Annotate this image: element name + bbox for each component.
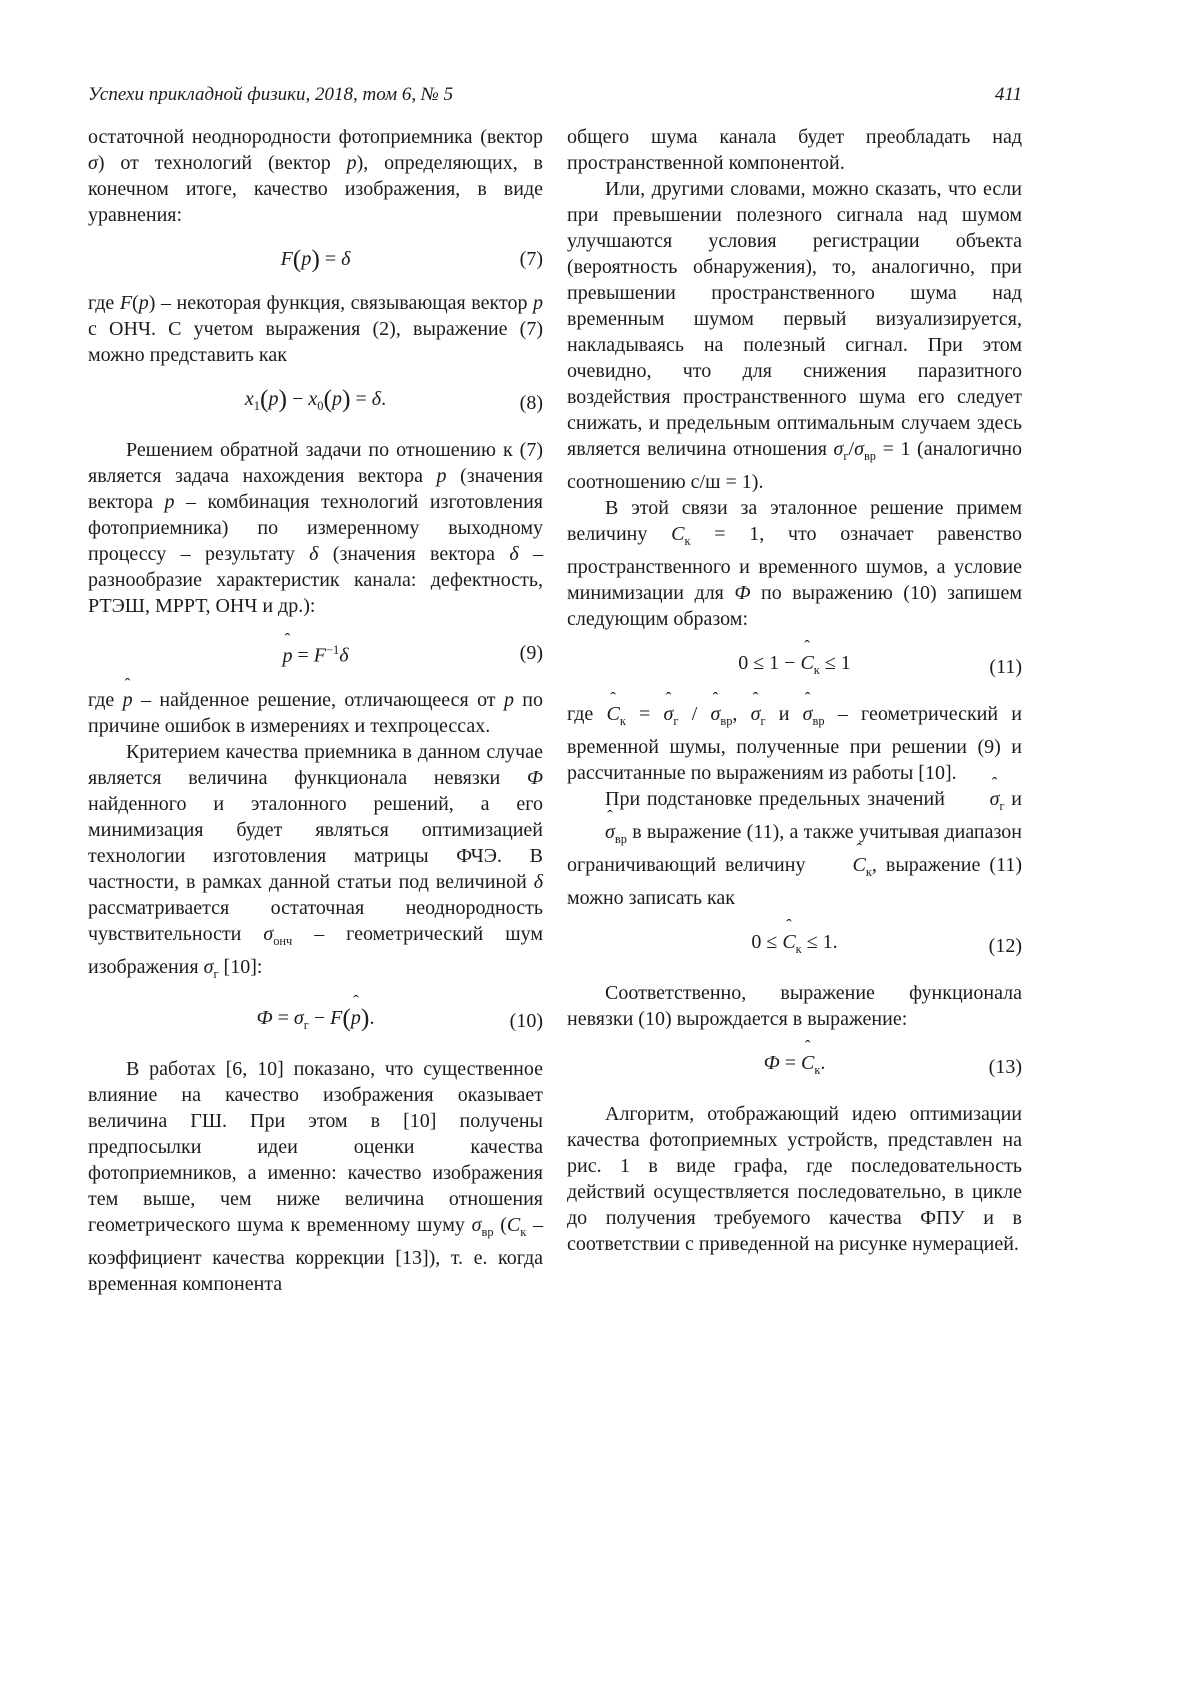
equation-body: $Ф = \sigma_г - F$( ˆ p). (256, 992, 375, 1032)
equation-10 (88, 992, 543, 1039)
equation-number: (12) (988, 934, 1022, 957)
equation-7 (88, 245, 543, 273)
paragraph: где ˆ p – найденное решение, отличающееся от p по причине ошибок в измерениях и техпроцессах. (88, 675, 544, 737)
paragraph: Соответственно, выражение функционала невязки (10) вырождается в выражение: (567, 982, 1022, 1030)
paragraph: При подстановке предельных значений ˆ $\sigma_г$ и ˆ $\sigma_{вр}$ в выражение (11), а также учитывая диапазон ограничивающий величину ˆ $C_к$, выражение (11) можно записать как (567, 774, 1023, 909)
equation-body: 0 ≤ ˆ $C_к \le 1$. (751, 916, 838, 956)
paragraph: общего шума канала будет преобладать над пространственной компонентой. (567, 126, 1022, 174)
equation-body: ˆ $p = F^{-1}\delta$ (282, 630, 349, 667)
equation-13 (567, 1037, 1022, 1084)
paragraph: Решением обратной задачи по отношению к (7) является задача нахождения вектора p (значения вектора p – комбинация технологий изготовления фотоприемника) по измеренному выходному процессу – результату δ (значения вектора δ – разнообразие характеристик канала: дефектность, РТЭШ, МРРТ, ОНЧ и др.): (88, 439, 544, 617)
paragraph: остаточной неоднородности фотоприемника (вектор σ) от технологий (вектор p), определяющих, в конечном итоге, качество изображения, в виде уравнения: (88, 126, 543, 226)
equation-number: (8) (519, 391, 543, 414)
equation-body: F(p) = δ (280, 243, 351, 273)
paragraph: Или, другими словами, можно сказать, что если при превышении полезного сигнала над шумом улучшаются условия регистрации объекта (вероятность обнаружения), то, аналогично, при превышении пространственного шума над временным шумом первый визуализируется, накладываясь на полезный сигнал. При этом очевидно, что для снижения паразитного воздействия пространственного шума его следует снижать, и предельным оптимальным случаем здесь является величина отношения $\sigma_г/\sigma_{вр} = 1$ (аналогично соотношению с/ш = 1). (567, 178, 1022, 493)
equation-12 (567, 916, 1022, 963)
equation-9 (88, 630, 543, 670)
two-column-body (88, 124, 1022, 1297)
equation-11 (567, 637, 1022, 684)
paragraph: Алгоритм, отображающий идею оптимизации качества фотоприемных устройств, представлен на рис. 1 в виде графа, где последовательность действий осуществляется последовательно, в цикле до получения требуемого качества ФПУ и в соответствии с приведенной на рисунке нумерацией. (567, 1103, 1022, 1255)
right-column (567, 124, 1022, 1297)
page-header (88, 82, 1022, 108)
equation-body: Ф = ˆ $C_к$. (763, 1037, 826, 1077)
equation-number: (10) (509, 1010, 543, 1033)
equation-8 (88, 385, 543, 420)
left-column (88, 124, 543, 1297)
equation-body: $x_1(p) - x_0(p) = \delta$. (244, 383, 387, 413)
equation-number: (7) (519, 248, 543, 270)
paragraph: В работах [6, 10] показано, что существенное влияние на качество изображения оказывает величина ГШ. При этом в [10] получены предпосылки идеи оценки качества фотоприемников, а именно: качество изображения тем выше, чем ниже величина отношения геометрического шума к временному шуму $\sigma_{вр}$ ($C_к$ – коэффициент качества коррекции [13]), т. е. когда временная компонента (88, 1057, 544, 1295)
equation-number: (13) (988, 1055, 1022, 1078)
equation-body: 0 ≤ 1 − ˆ $C_к \le 1$ (738, 637, 851, 677)
equation-number: (9) (519, 641, 543, 664)
paragraph: Критерием качества приемника в данном случае является величина функционала невязки Ф найденного и эталонного решений, а его минимизация будет являться оптимизацией технологии изготовления матрицы ФЧЭ. В частности, в рамках данной статьи под величиной δ рассматривается остаточная неоднородность чувствительности $\sigma_{онч}$ – геометрический шум изображения $\sigma_г$ [10]: (88, 740, 543, 981)
paragraph: В этой связи за эталонное решение примем величину $C_к = 1$, что означает равенство пространственного и временного шумов, а условие минимизации для Ф по выражению (10) запишем следующим образом: (567, 497, 1022, 630)
equation-number: (11) (989, 655, 1022, 678)
paragraph: где ˆ $C_к$ = ˆ $\sigma_г$ / ˆ $\sigma_{вр}$, ˆ $\sigma_г$ и ˆ $\sigma_{вр}$ – геометрический и временной шумы, полученные при решении (9) и рассчитанные по выражениям из работы [10]. (567, 689, 1022, 784)
journal-title: Успехи прикладной физики, 2018, том 6, № 5 (88, 84, 454, 105)
page-number: 411 (994, 84, 1022, 105)
paragraph: где F(p) – некоторая функция, связывающая вектор p с ОНЧ. С учетом выражения (2), выражение (7) можно представить как (88, 292, 543, 366)
